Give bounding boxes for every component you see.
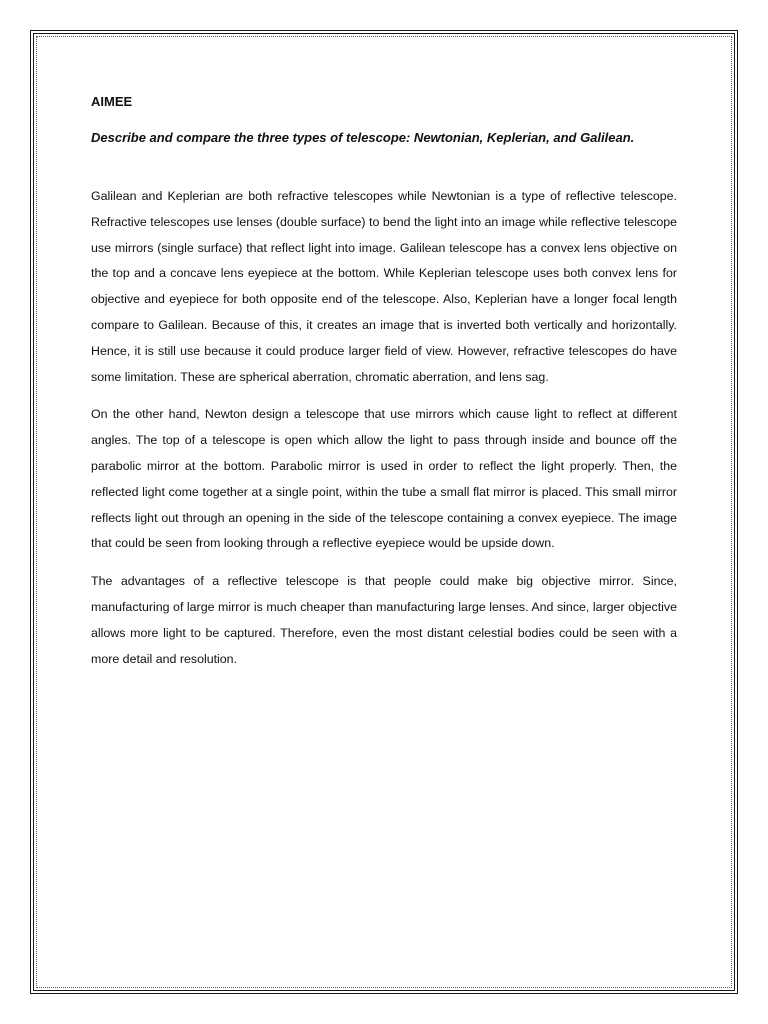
- author-name: AIMEE: [91, 94, 133, 109]
- paragraph-newtonian: On the other hand, Newton design a telescope that use mirrors which cause light to reflect at different angles. The top of a telescope is open which allow the light to pass through inside and bounce off the parabolic mirror at the bottom. Parabolic mirror is used in order to reflect the light properly. Then, the reflected light come together at a single point, within the tube a small flat mirror is placed. This small mirror reflects light out through an opening in the side of the telescope containing a convex eyepiece. The image that could be seen from looking through a reflective eyepiece would be upside down.: [91, 407, 677, 551]
- question-heading: Describe and compare the three types of telescope: Newtonian, Keplerian, and Galilean.: [91, 130, 635, 145]
- paragraph-advantages: The advantages of a reflective telescope is that people could make big objective mirror. Since, manufacturing of large mirror is much cheaper than manufacturing large lenses. And since, larger objective allows more light to be captured. Therefore, even the most distant celestial bodies could be seen with a more detail and resolution.: [91, 574, 677, 666]
- document-body: [91, 92, 677, 684]
- paragraph-refractive: Galilean and Keplerian are both refractive telescopes while Newtonian is a type of reflective telescope. Refractive telescopes use lenses (double surface) to bend the light into an image while reflective telescope use mirrors (single surface) that reflect light into image. Galilean telescope has a convex lens objective on the top and a concave lens eyepiece at the bottom. While Keplerian telescope uses both convex lens for objective and eyepiece for both opposite end of the telescope. Also, Keplerian have a longer focal length compare to Galilean. Because of this, it creates an image that is inverted both vertically and horizontally. Hence, it is still use because it could produce larger field of view. However, refractive telescopes do have some limitation. These are spherical aberration, chromatic aberration, and lens sag.: [91, 189, 677, 384]
